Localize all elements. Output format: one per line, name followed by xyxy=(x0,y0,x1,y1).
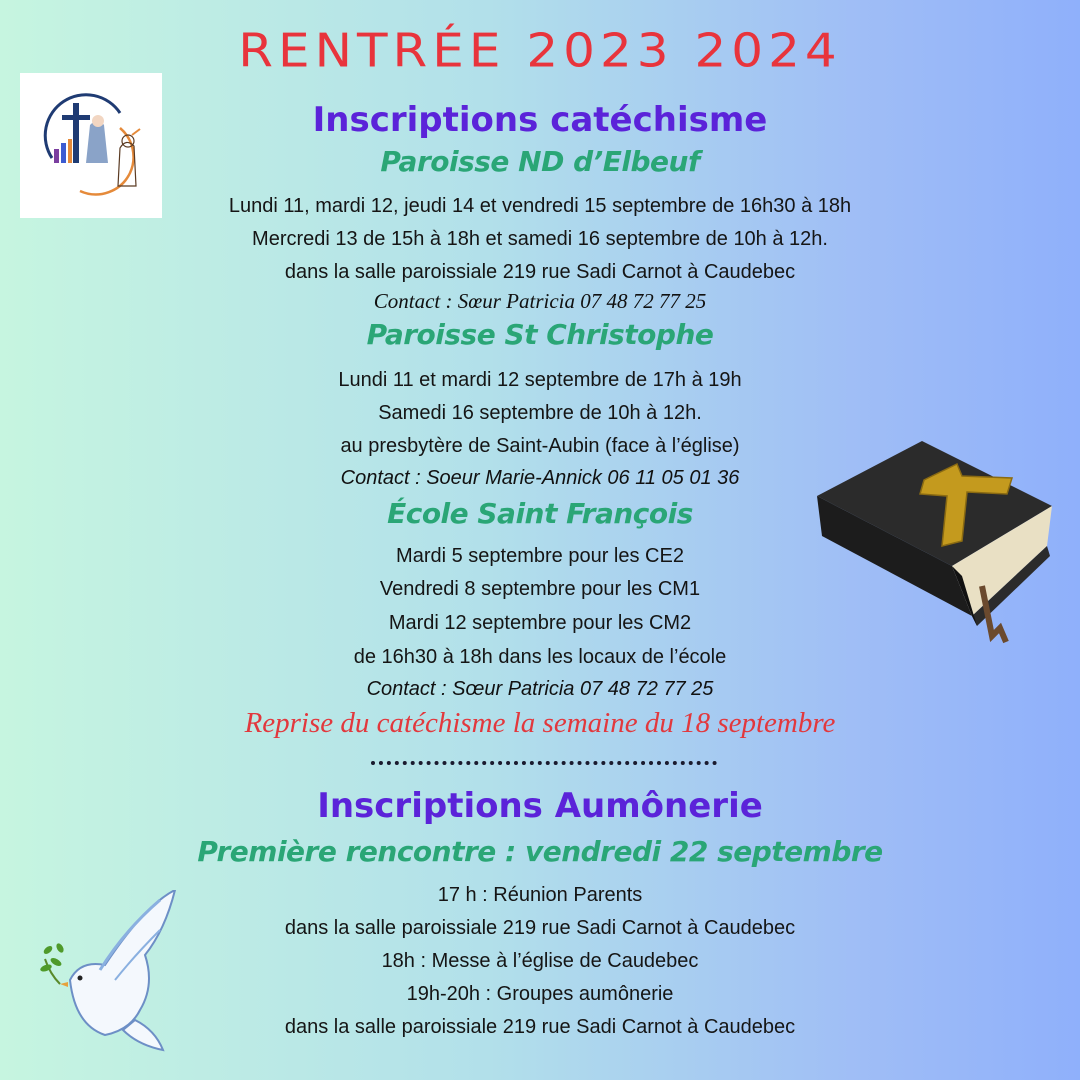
aumonerie-line1: 17 h : Réunion Parents xyxy=(437,884,643,906)
christophe-schedule-line2: Samedi 16 septembre de 10h à 12h. xyxy=(378,402,702,424)
reprise-notice: Reprise du catéchisme la semaine du 18 septembre xyxy=(244,707,836,739)
ecole-line3: Mardi 12 septembre pour les CM2 xyxy=(388,612,692,634)
aumonerie-line5: dans la salle paroissiale 219 rue Sadi Carnot à Caudebec xyxy=(284,1016,796,1038)
aumonerie-line2: dans la salle paroissiale 219 rue Sadi Carnot à Caudebec xyxy=(284,917,796,939)
elbeuf-contact: Contact : Sœur Patricia 07 48 72 77 25 xyxy=(373,289,707,313)
ecole-line2: Vendredi 8 septembre pour les CM1 xyxy=(379,578,701,600)
aumonerie-line4: 19h-20h : Groupes aumônerie xyxy=(406,983,674,1005)
ecole-line4: de 16h30 à 18h dans les locaux de l’école xyxy=(353,646,727,668)
christophe-schedule-line1: Lundi 11 et mardi 12 septembre de 17h à 19h xyxy=(338,369,742,391)
ecole-heading: École Saint François xyxy=(387,497,693,530)
elbeuf-location: dans la salle paroissiale 219 rue Sadi Carnot à Caudebec xyxy=(284,261,796,283)
catechism-heading: Inscriptions catéchisme xyxy=(312,100,768,140)
bible-icon xyxy=(812,436,1057,646)
elbeuf-schedule-line1: Lundi 11, mardi 12, jeudi 14 et vendredi 15 septembre de 16h30 à 18h xyxy=(228,195,852,217)
aumonerie-line3: 18h : Messe à l’église de Caudebec xyxy=(381,950,699,972)
dove-icon xyxy=(40,890,180,1055)
christophe-heading: Paroisse St Christophe xyxy=(366,318,714,351)
elbeuf-heading: Paroisse ND d’Elbeuf xyxy=(380,145,700,178)
aumonerie-subheading: Première rencontre : vendredi 22 septembre xyxy=(197,835,883,868)
ecole-contact: Contact : Sœur Patricia 07 48 72 77 25 xyxy=(366,678,714,700)
christophe-location: au presbytère de Saint-Aubin (face à l’église) xyxy=(340,435,740,457)
aumonerie-heading: Inscriptions Aumônerie xyxy=(317,786,763,826)
section-divider xyxy=(371,761,717,765)
elbeuf-schedule-line2: Mercredi 13 de 15h à 18h et samedi 16 septembre de 10h à 12h. xyxy=(252,228,828,250)
page-title: RENTRÉE 2023 2024 xyxy=(238,24,842,78)
ecole-line1: Mardi 5 septembre pour les CE2 xyxy=(396,545,684,567)
christophe-contact: Contact : Soeur Marie-Annick 06 11 05 01 36 xyxy=(340,467,740,489)
